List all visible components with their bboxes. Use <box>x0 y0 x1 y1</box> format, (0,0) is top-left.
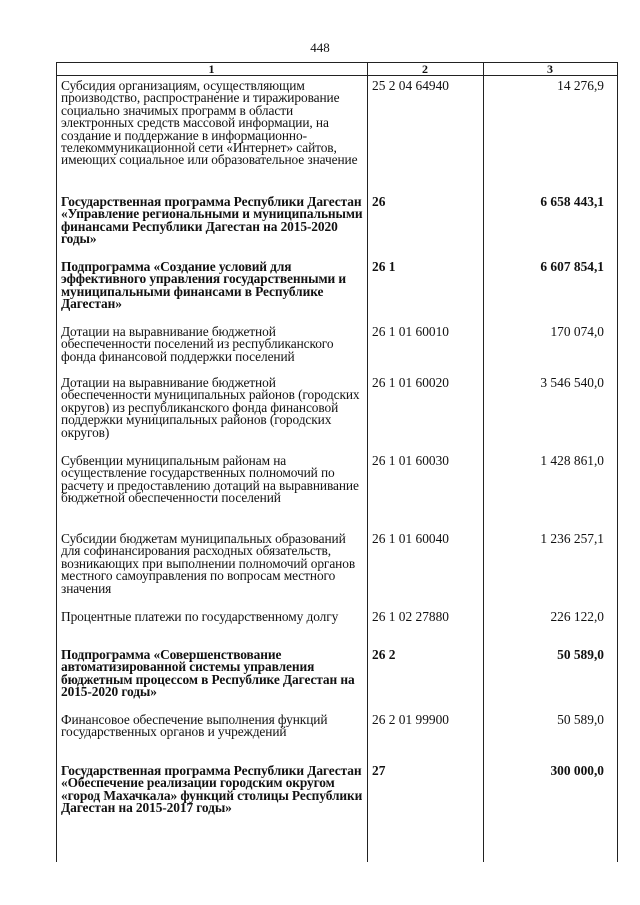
row-name: Субсидия организациям, осуществляющим производство, распространение и тиражирование социально значимых программ в области электронных средств массовой информации, на создание и поддержание в информационно-телекоммуникационной сети «Интернет» сайтов, имеющих социальное или образовательное значение <box>61 78 358 168</box>
row-code: 26 1 01 60020 <box>372 375 449 390</box>
row-code: 26 <box>372 194 386 209</box>
row-code: 26 1 01 60030 <box>372 453 449 468</box>
row-amount: 170 074,0 <box>550 324 604 339</box>
row-amount: 50 589,0 <box>557 647 604 662</box>
row-name: Подпрограмма «Создание условий для эффективного управления государственными и муниципальными финансами в Республике Дагестан» <box>61 259 346 312</box>
row-amount: 50 589,0 <box>557 712 604 727</box>
row-name: Финансовое обеспечение выполнения функций государственных органов и учреждений <box>61 712 328 740</box>
column-divider-1 <box>367 62 368 862</box>
row-amount: 300 000,0 <box>550 763 604 778</box>
header-bottom-border <box>56 75 618 76</box>
row-code: 26 2 01 99900 <box>372 712 449 727</box>
column-header-1: 1 <box>208 62 215 76</box>
row-amount: 6 658 443,1 <box>540 194 604 209</box>
row-name: Государственная программа Республики Дагестан «Управление региональными и муниципальными финансами Республики Дагестан на 2015-2020 годы» <box>61 194 363 247</box>
row-amount: 3 546 540,0 <box>540 375 604 390</box>
row-code: 26 1 01 60040 <box>372 531 449 546</box>
table-left-border <box>56 62 57 862</box>
row-name: Процентные платежи по государственному долгу <box>61 609 339 624</box>
row-amount: 14 276,9 <box>557 78 604 93</box>
row-amount: 1 428 861,0 <box>540 453 604 468</box>
row-code: 26 1 01 60010 <box>372 324 449 339</box>
row-code: 27 <box>372 763 386 778</box>
row-name: Подпрограмма «Совершенствование автоматизированной системы управления бюджетным процессом в Республике Дагестан на 2015-2020 годы» <box>61 647 355 700</box>
table-right-border <box>617 62 618 862</box>
row-name: Дотации на выравнивание бюджетной обеспеченности муниципальных районов (городских округов) из республиканского фонда финансовой поддержки муниципальных районов (городских округов) <box>61 375 360 440</box>
row-amount: 226 122,0 <box>550 609 604 624</box>
row-amount: 6 607 854,1 <box>540 259 604 274</box>
row-code: 26 1 02 27880 <box>372 609 449 624</box>
column-header-3: 3 <box>547 62 553 76</box>
column-divider-2 <box>483 62 484 862</box>
row-code: 26 1 <box>372 259 396 274</box>
row-code: 25 2 04 64940 <box>372 78 449 93</box>
budget-table <box>56 62 618 862</box>
row-code: 26 2 <box>372 647 396 662</box>
column-header-2: 2 <box>422 62 428 76</box>
row-amount: 1 236 257,1 <box>540 531 604 546</box>
page-number: 448 <box>310 40 330 55</box>
row-name: Субвенции муниципальным районам на осуществление государственных полномочий по расчету и предоставлению дотаций на выравнивание бюджетной обеспеченности поселений <box>61 453 359 506</box>
row-name: Субсидии бюджетам муниципальных образований для софинансирования расходных обязательств, возникающих при выполнении полномочий органов местного самоуправления по вопросам местного значения <box>61 531 356 596</box>
row-name: Дотации на выравнивание бюджетной обеспеченности поселений из республиканского фонда финансовой поддержки поселений <box>61 324 334 364</box>
row-name: Государственная программа Республики Дагестан «Обеспечение реализации городским округом «город Махачкала» функций столицы Республики Дагестан на 2015-2017 годы» <box>61 763 363 816</box>
